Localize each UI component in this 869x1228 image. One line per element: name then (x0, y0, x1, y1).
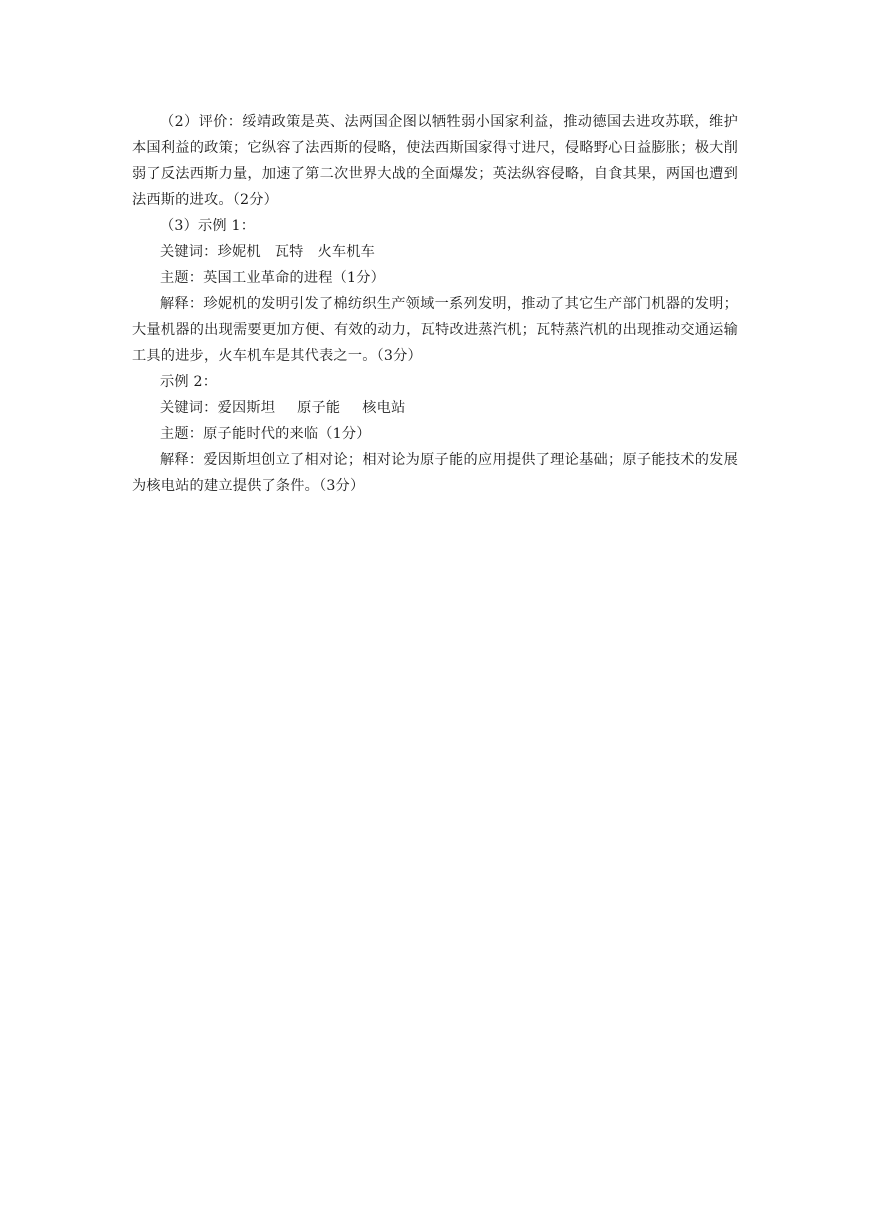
example-2-theme: 主题：原子能时代的来临（1分） (160, 426, 371, 442)
keyword: 瓦特 (274, 244, 304, 260)
keyword: 爱因斯坦 (217, 400, 276, 416)
keyword: 核电站 (362, 400, 406, 416)
example-1-keywords (132, 239, 738, 265)
example-1-explanation: 解释：珍妮机的发明引发了棉纺织生产领域一系列发明，推动了其它生产部门机器的发明；大量机器的出现需要更加方便、有效的动力，瓦特改进蒸汽机；瓦特蒸汽机的出现推动交通运输工具的进步，火车机车是其代表之一。（3分） (132, 296, 738, 364)
keyword: 原子能 (297, 400, 341, 416)
example-2-heading: 示例 2： (160, 374, 218, 390)
evaluation-paragraph: （2）评价：绥靖政策是英、法两国企图以牺牲弱小国家利益，推动德国去进攻苏联，维护本国利益的政策；它纵容了法西斯的侵略，使法西斯国家得寸进尺，侵略野心日益膨胀；极大削弱了反法西斯力量，加速了第二次世界大战的全面爆发；英法纵容侵略，自食其果，两国也遭到法西斯的进攻。（2分） (132, 114, 738, 208)
example-1-theme: 主题：英国工业革命的进程（1分） (160, 270, 386, 286)
example-2-explanation: 解释：爱因斯坦创立了相对论；相对论为原子能的应用提供了理论基础；原子能技术的发展为核电站的建立提供了条件。（3分） (132, 452, 738, 494)
keywords-label: 关键词： (160, 244, 218, 260)
keywords-label: 关键词： (160, 400, 218, 416)
answer-page (132, 109, 738, 499)
example-2-keywords (132, 395, 738, 421)
example-1-heading: （3）示例 1： (160, 218, 256, 234)
keyword: 火车机车 (317, 244, 376, 260)
keyword: 珍妮机 (217, 244, 261, 260)
